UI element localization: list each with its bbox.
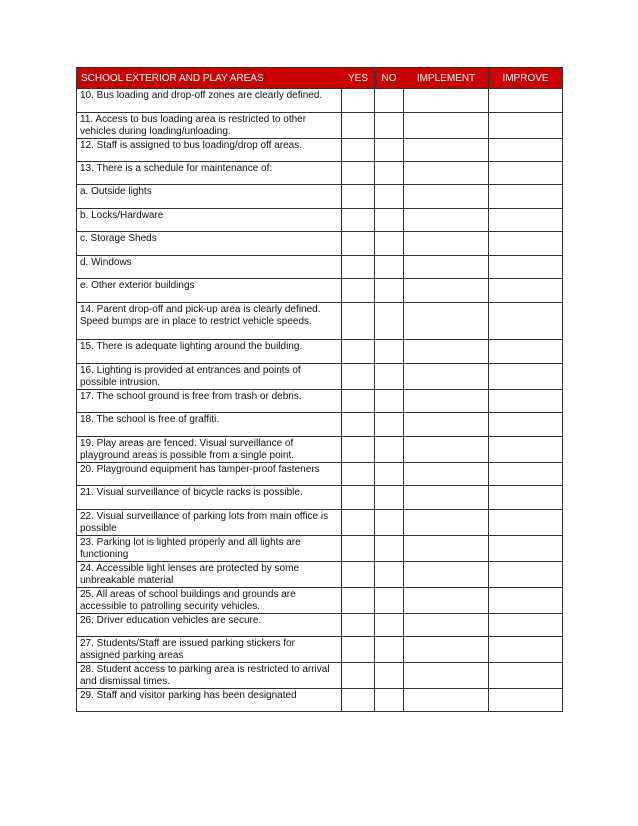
yes-cell[interactable]: [342, 390, 375, 413]
checklist-row: [77, 162, 563, 185]
improve-cell[interactable]: [489, 463, 563, 486]
checklist-row: [77, 689, 563, 712]
yes-cell[interactable]: [342, 614, 375, 637]
yes-cell[interactable]: [342, 588, 375, 614]
checklist-item-text: 18. The school is free of graffiti.: [77, 413, 342, 437]
no-cell[interactable]: [375, 89, 404, 113]
yes-cell[interactable]: [342, 256, 375, 279]
checklist-item-text: b. Locks/Hardware: [77, 209, 342, 232]
checklist-row: [77, 185, 563, 209]
no-cell[interactable]: [375, 486, 404, 510]
checklist-row: [77, 139, 563, 162]
yes-cell[interactable]: [342, 303, 375, 340]
yes-cell[interactable]: [342, 162, 375, 185]
checklist-item-text: 26. Driver education vehicles are secure.: [77, 614, 342, 637]
no-cell[interactable]: [375, 303, 404, 340]
checklist-item-text: 13. There is a schedule for maintenance of:: [77, 162, 342, 185]
no-cell[interactable]: [375, 510, 404, 536]
no-cell[interactable]: [375, 463, 404, 486]
checklist-item-text: a. Outside lights: [77, 185, 342, 209]
improve-cell[interactable]: [489, 588, 563, 614]
yes-cell[interactable]: [342, 209, 375, 232]
checklist-row: [77, 232, 563, 256]
improve-cell[interactable]: [489, 139, 563, 162]
improve-cell[interactable]: [489, 303, 563, 340]
no-cell[interactable]: [375, 232, 404, 256]
checklist-item-text: e. Other exterior buildings: [77, 279, 342, 303]
implement-cell[interactable]: [404, 588, 489, 614]
section-header: SCHOOL EXTERIOR AND PLAY AREAS: [77, 68, 342, 89]
implement-cell[interactable]: [404, 279, 489, 303]
checklist-row: [77, 279, 563, 303]
no-cell[interactable]: [375, 689, 404, 712]
checklist-row: [77, 486, 563, 510]
header-row: [77, 68, 563, 89]
no-cell[interactable]: [375, 663, 404, 689]
checklist-item-text: 25. All areas of school buildings and grounds are accessible to patrolling security vehicles.: [77, 588, 342, 614]
implement-cell[interactable]: [404, 486, 489, 510]
implement-column-header: IMPLEMENT: [404, 68, 489, 89]
implement-cell[interactable]: [404, 437, 489, 463]
checklist-row: [77, 437, 563, 463]
implement-cell[interactable]: [404, 536, 489, 562]
checklist-item-text: 20. Playground equipment has tamper-proof fasteners: [77, 463, 342, 486]
yes-cell[interactable]: [342, 232, 375, 256]
implement-cell[interactable]: [404, 663, 489, 689]
implement-cell[interactable]: [404, 637, 489, 663]
improve-cell[interactable]: [489, 390, 563, 413]
yes-cell[interactable]: [342, 185, 375, 209]
implement-cell[interactable]: [404, 562, 489, 588]
checklist-item-text: 29. Staff and visitor parking has been designated: [77, 689, 342, 712]
improve-cell[interactable]: [489, 364, 563, 390]
checklist-item-text: 23. Parking lot is lighted properly and all lights are functioning: [77, 536, 342, 562]
implement-cell[interactable]: [404, 113, 489, 139]
improve-cell[interactable]: [489, 209, 563, 232]
yes-cell[interactable]: [342, 139, 375, 162]
no-cell[interactable]: [375, 256, 404, 279]
implement-cell[interactable]: [404, 256, 489, 279]
yes-column-header: YES: [342, 68, 375, 89]
implement-cell[interactable]: [404, 139, 489, 162]
improve-column-header: IMPROVE: [489, 68, 563, 89]
yes-cell[interactable]: [342, 510, 375, 536]
improve-cell[interactable]: [489, 437, 563, 463]
checklist-row: [77, 536, 563, 562]
no-cell[interactable]: [375, 139, 404, 162]
improve-cell[interactable]: [489, 637, 563, 663]
checklist-row: [77, 340, 563, 364]
checklist-row: [77, 89, 563, 113]
checklist-row: [77, 588, 563, 614]
implement-cell[interactable]: [404, 390, 489, 413]
no-cell[interactable]: [375, 390, 404, 413]
improve-cell[interactable]: [489, 256, 563, 279]
implement-cell[interactable]: [404, 340, 489, 364]
checklist-row: [77, 209, 563, 232]
no-cell[interactable]: [375, 588, 404, 614]
no-cell[interactable]: [375, 113, 404, 139]
no-cell[interactable]: [375, 413, 404, 437]
yes-cell[interactable]: [342, 437, 375, 463]
no-cell[interactable]: [375, 437, 404, 463]
no-cell[interactable]: [375, 637, 404, 663]
yes-cell[interactable]: [342, 486, 375, 510]
implement-cell[interactable]: [404, 162, 489, 185]
no-cell[interactable]: [375, 536, 404, 562]
no-cell[interactable]: [375, 185, 404, 209]
improve-cell[interactable]: [489, 663, 563, 689]
checklist-row: [77, 562, 563, 588]
yes-cell[interactable]: [342, 689, 375, 712]
checklist-page: [76, 67, 562, 712]
improve-cell[interactable]: [489, 689, 563, 712]
security-checklist-table: [76, 67, 563, 712]
checklist-row: [77, 663, 563, 689]
implement-cell[interactable]: [404, 232, 489, 256]
implement-cell[interactable]: [404, 614, 489, 637]
improve-cell[interactable]: [489, 89, 563, 113]
checklist-item-text: 24. Accessible light lenses are protected by some unbreakable material: [77, 562, 342, 588]
implement-cell[interactable]: [404, 689, 489, 712]
implement-cell[interactable]: [404, 413, 489, 437]
no-cell[interactable]: [375, 562, 404, 588]
improve-cell[interactable]: [489, 185, 563, 209]
improve-cell[interactable]: [489, 340, 563, 364]
improve-cell[interactable]: [489, 162, 563, 185]
improve-cell[interactable]: [489, 562, 563, 588]
checklist-item-text: c. Storage Sheds: [77, 232, 342, 256]
checklist-item-text: 11. Access to bus loading area is restricted to other vehicles during loading/unloading.: [77, 113, 342, 139]
improve-cell[interactable]: [489, 614, 563, 637]
checklist-row: [77, 303, 563, 340]
no-cell[interactable]: [375, 209, 404, 232]
checklist-row: [77, 390, 563, 413]
yes-cell[interactable]: [342, 364, 375, 390]
yes-cell[interactable]: [342, 340, 375, 364]
improve-cell[interactable]: [489, 413, 563, 437]
checklist-item-text: 10. Bus loading and drop-off zones are clearly defined.: [77, 89, 342, 113]
yes-cell[interactable]: [342, 562, 375, 588]
no-cell[interactable]: [375, 340, 404, 364]
checklist-row: [77, 510, 563, 536]
yes-cell[interactable]: [342, 279, 375, 303]
checklist-row: [77, 256, 563, 279]
checklist-row: [77, 413, 563, 437]
checklist-item-text: 15. There is adequate lighting around the building.: [77, 340, 342, 364]
checklist-item-text: d. Windows: [77, 256, 342, 279]
checklist-item-text: 17. The school ground is free from trash or debris.: [77, 390, 342, 413]
no-cell[interactable]: [375, 279, 404, 303]
improve-cell[interactable]: [489, 232, 563, 256]
improve-cell[interactable]: [489, 279, 563, 303]
no-cell[interactable]: [375, 162, 404, 185]
checklist-row: [77, 364, 563, 390]
improve-cell[interactable]: [489, 510, 563, 536]
implement-cell[interactable]: [404, 510, 489, 536]
improve-cell[interactable]: [489, 486, 563, 510]
no-cell[interactable]: [375, 614, 404, 637]
checklist-item-text: 12. Staff is assigned to bus loading/drop off areas.: [77, 139, 342, 162]
checklist-row: [77, 113, 563, 139]
improve-cell[interactable]: [489, 536, 563, 562]
checklist-item-text: 22. Visual surveillance of parking lots from main office is possible: [77, 510, 342, 536]
implement-cell[interactable]: [404, 89, 489, 113]
checklist-item-text: 19. Play areas are fenced. Visual surveillance of playground areas is possible from a single point.: [77, 437, 342, 463]
yes-cell[interactable]: [342, 536, 375, 562]
checklist-item-text: 27. Students/Staff are issued parking stickers for assigned parking areas: [77, 637, 342, 663]
no-cell[interactable]: [375, 364, 404, 390]
checklist-body: [77, 89, 563, 712]
checklist-row: [77, 463, 563, 486]
yes-cell[interactable]: [342, 637, 375, 663]
checklist-row: [77, 614, 563, 637]
implement-cell[interactable]: [404, 185, 489, 209]
yes-cell[interactable]: [342, 663, 375, 689]
yes-cell[interactable]: [342, 413, 375, 437]
checklist-item-text: 21. Visual surveillance of bicycle racks is possible.: [77, 486, 342, 510]
checklist-item-text: 28. Student access to parking area is restricted to arrival and dismissal times.: [77, 663, 342, 689]
implement-cell[interactable]: [404, 303, 489, 340]
implement-cell[interactable]: [404, 463, 489, 486]
no-column-header: NO: [375, 68, 404, 89]
yes-cell[interactable]: [342, 113, 375, 139]
implement-cell[interactable]: [404, 209, 489, 232]
checklist-item-text: 14. Parent drop-off and pick-up area is clearly defined. Speed bumps are in place to restrict vehicle speeds.: [77, 303, 342, 340]
yes-cell[interactable]: [342, 463, 375, 486]
checklist-item-text: 16. Lighting is provided at entrances and points of possible intrusion.: [77, 364, 342, 390]
improve-cell[interactable]: [489, 113, 563, 139]
implement-cell[interactable]: [404, 364, 489, 390]
yes-cell[interactable]: [342, 89, 375, 113]
checklist-row: [77, 637, 563, 663]
